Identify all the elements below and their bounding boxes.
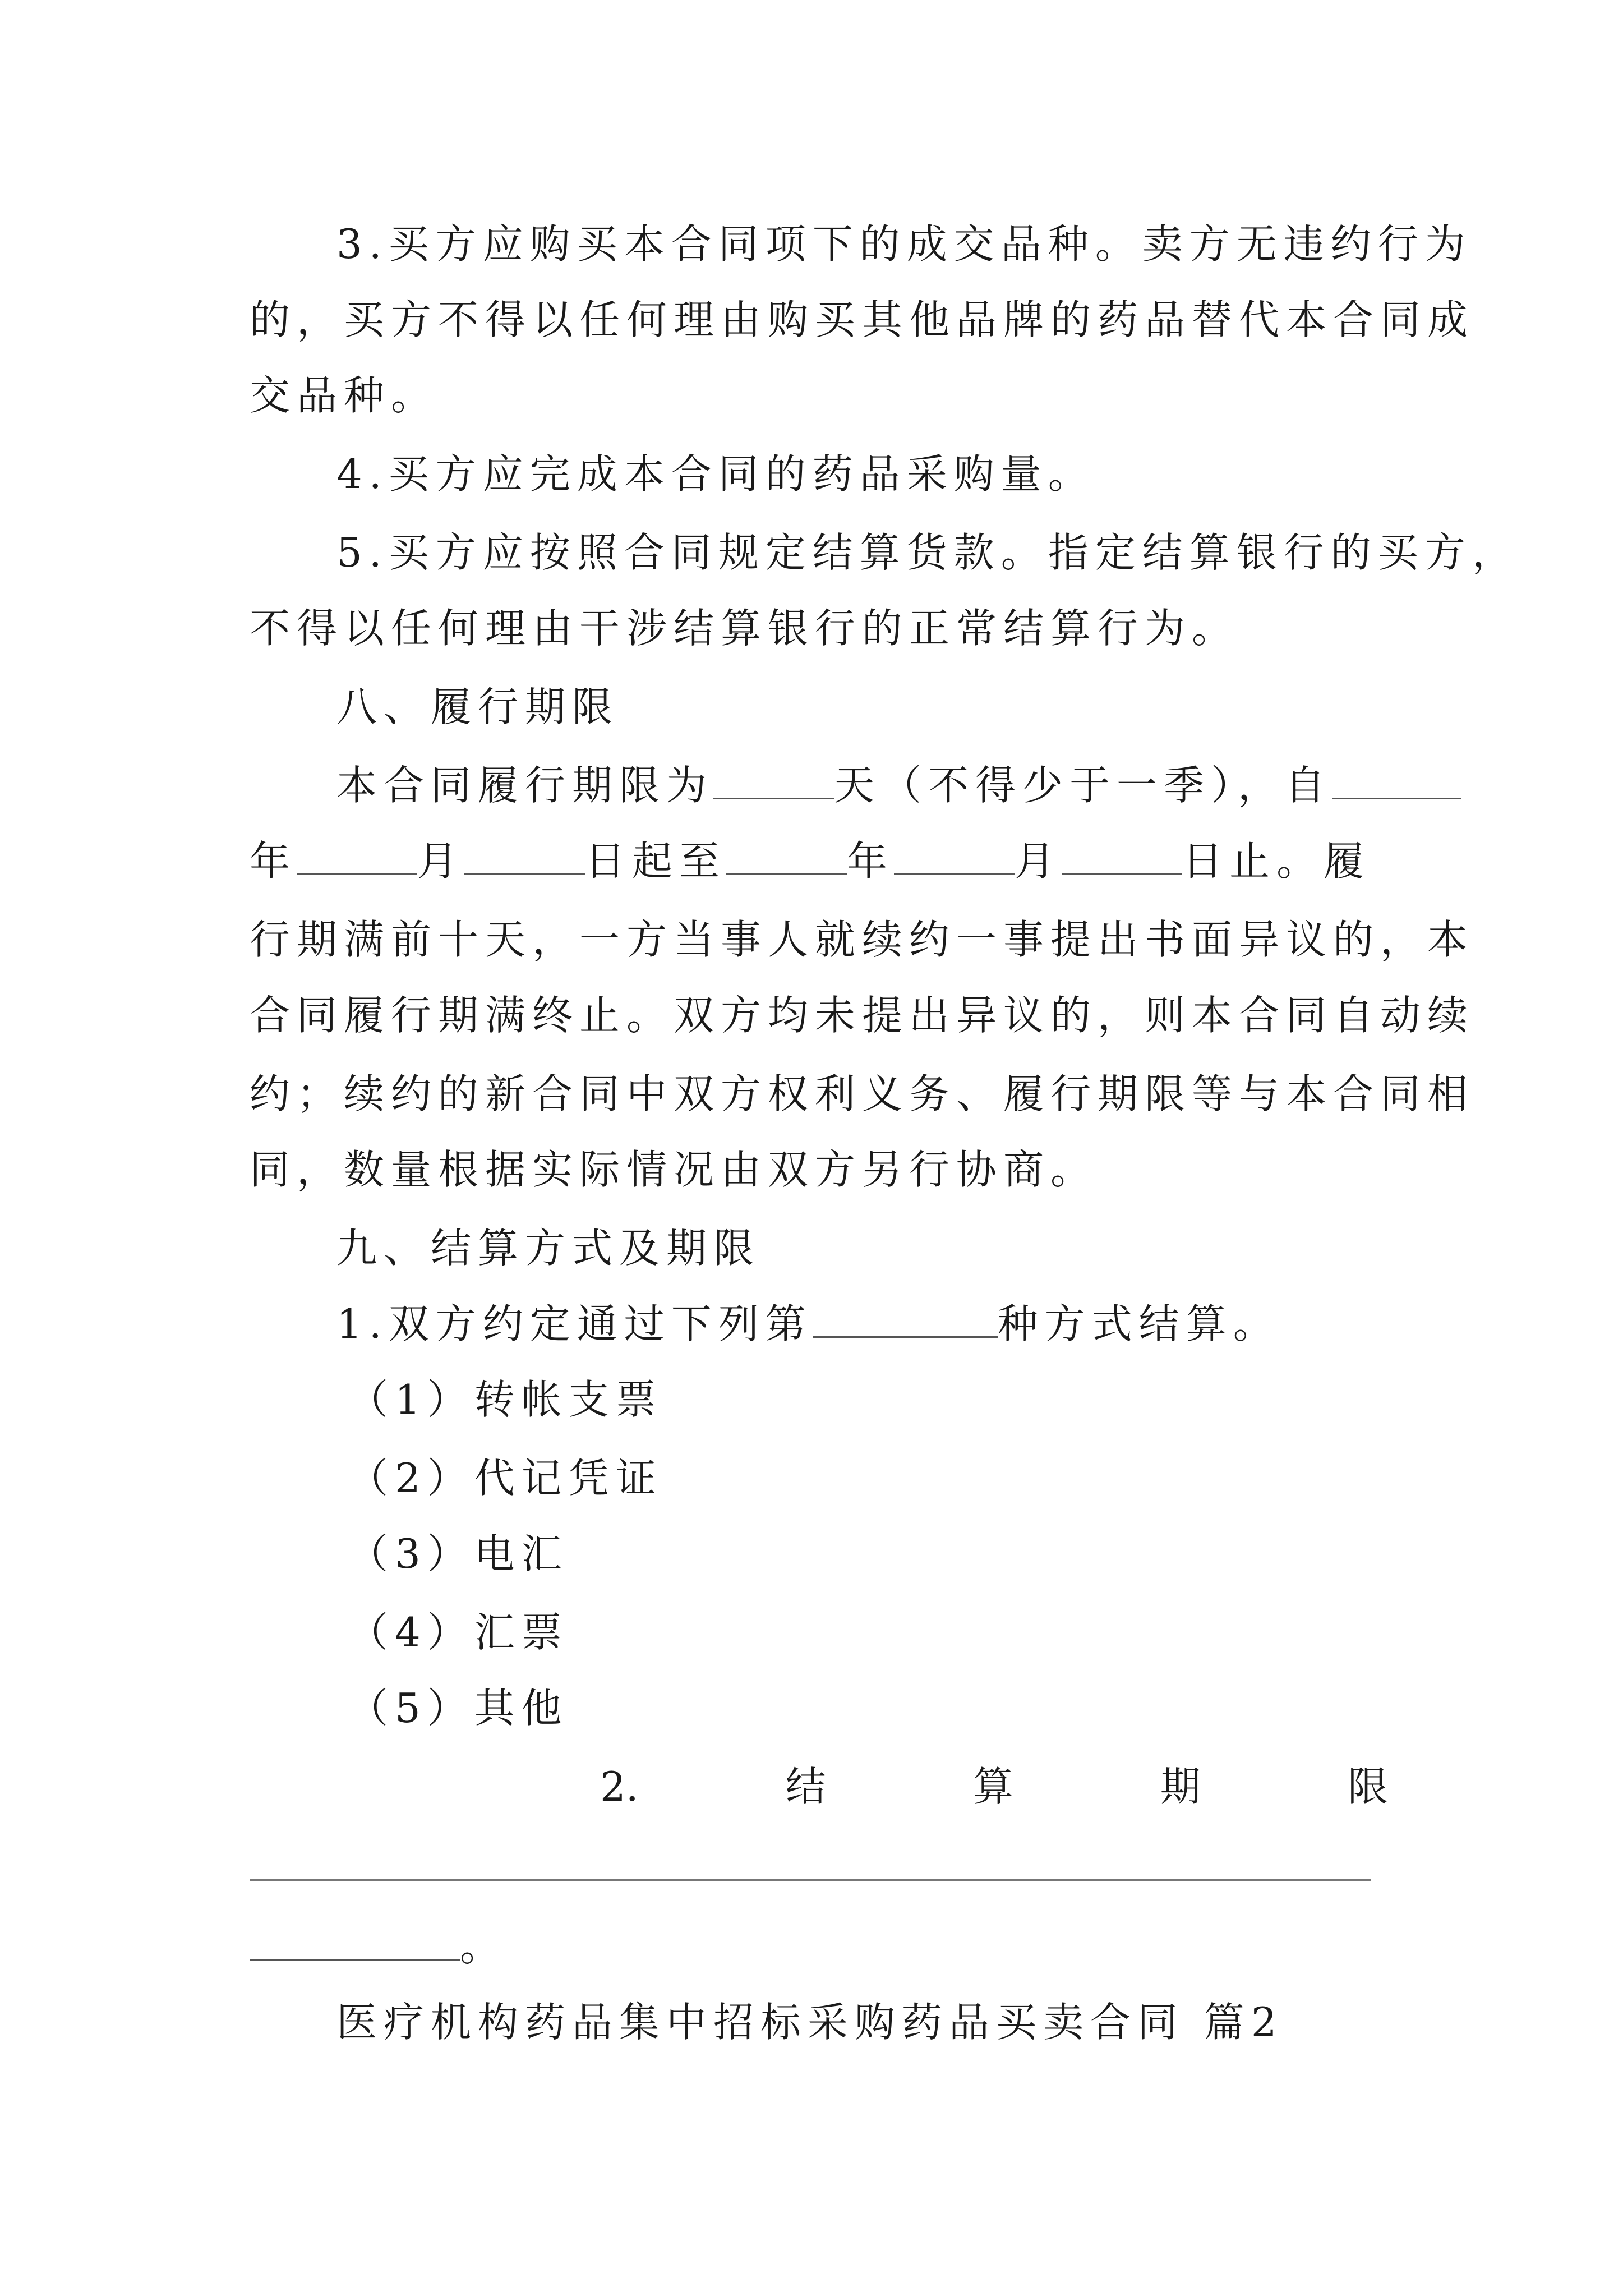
start-year-blank[interactable] [1332, 758, 1461, 799]
settlement-period-end-line [250, 1918, 1388, 1975]
settlement-period-char: 算 [972, 1763, 1013, 1810]
paragraph-4: 4.买方应完成本合同的药品采购量。 [336, 450, 1095, 498]
end-year-label: 年 [847, 838, 895, 885]
start-day-blank[interactable] [464, 834, 585, 875]
settlement-period-blank-line-2[interactable] [250, 1920, 460, 1961]
settlement-item-1 [336, 1296, 1388, 1352]
settlement-option: （2）代记凭证 [348, 1455, 663, 1502]
settlement-period-line [600, 1759, 1388, 1815]
end-day-label: 日止。履 [1182, 838, 1371, 885]
settlement-period-char: 限 [1347, 1763, 1388, 1810]
settlement-period-number: 2. [600, 1763, 639, 1810]
end-year-blank[interactable] [726, 834, 847, 875]
settlement-period-char: 结 [785, 1763, 826, 1810]
year-label: 年 [250, 838, 297, 885]
term-intro: 本合同履行期限为 [336, 762, 714, 809]
section-9-heading: 九、结算方式及期限 [336, 1225, 761, 1272]
paragraph-3-line-2: 的，买方不得以任何理由购买其他品牌的药品替代本合同成 [250, 296, 1475, 343]
settlement-option: （5）其他 [348, 1685, 569, 1732]
end-day-blank[interactable] [1062, 834, 1182, 875]
paragraph-5-line-2: 不得以任何理由干涉结算银行的正常结算行为。 [250, 605, 1239, 652]
term-days-note: 天（不得少于一季），自 [834, 762, 1332, 809]
start-day-label: 日起至 [585, 838, 727, 885]
settlement-option: （3）电汇 [348, 1530, 569, 1577]
start-month-blank[interactable] [297, 834, 417, 875]
settlement-method-blank[interactable] [813, 1297, 998, 1338]
term-line-3: 行期满前十天，一方当事人就续约一事提出书面异议的，本 [250, 916, 1475, 963]
end-month-blank[interactable] [894, 834, 1015, 875]
term-line-4: 合同履行期满终止。双方均未提出异议的，则本合同自动续 [250, 992, 1475, 1039]
term-line-5: 约；续约的新合同中双方权利义务、履行期限等与本合同相 [250, 1070, 1475, 1117]
settlement-item-1-suffix: 种方式结算。 [997, 1300, 1280, 1347]
term-line-2 [250, 833, 1388, 889]
days-blank[interactable] [713, 758, 834, 799]
next-contract-title: 医疗机构药品集中招标采购药品买卖合同 篇2 [336, 1999, 1284, 2046]
section-8-heading: 八、履行期限 [336, 683, 620, 730]
paragraph-5-line-1: 5.买方应按照合同规定结算货款。指定结算银行的买方， [336, 529, 1519, 576]
settlement-option: （1）转帐支票 [348, 1376, 663, 1423]
paragraph-3-line-1: 3.买方应购买本合同项下的成交品种。卖方无违约行为 [336, 220, 1472, 268]
settlement-option: （4）汇票 [348, 1609, 569, 1656]
settlement-period-end: 。 [460, 1923, 508, 1970]
settlement-period-char: 期 [1160, 1763, 1201, 1810]
paragraph-3-line-3: 交品种。 [250, 372, 439, 419]
term-line-6: 同，数量根据实际情况由双方另行协商。 [250, 1146, 1098, 1193]
settlement-item-1-label: 1.双方约定通过下列第 [336, 1300, 813, 1347]
end-month-label: 月 [1015, 838, 1062, 885]
term-line-1 [336, 757, 1388, 813]
settlement-period-blank-line-1[interactable] [250, 1879, 1371, 1881]
month-label: 月 [417, 838, 465, 885]
